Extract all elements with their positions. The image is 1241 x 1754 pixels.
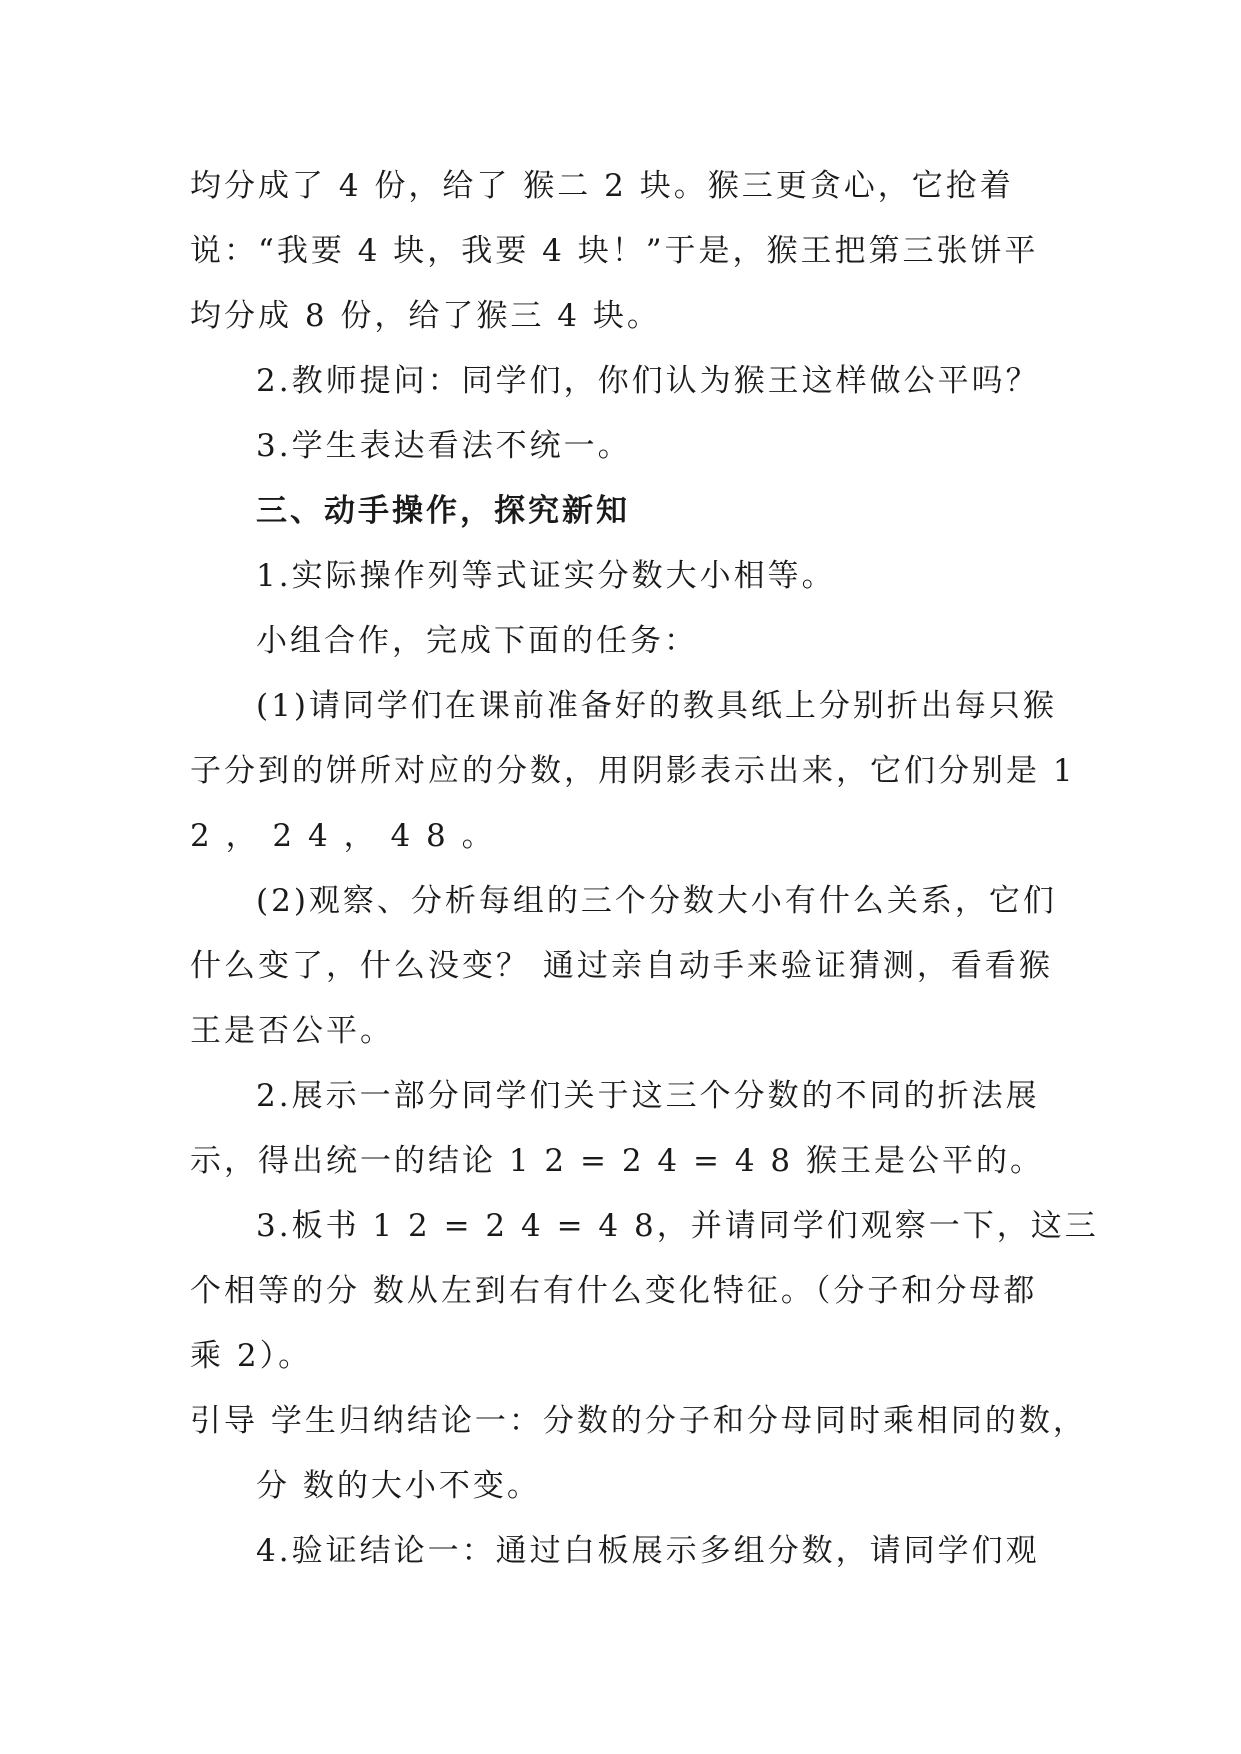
text-line-9: (1)请同学们在课前准备好的教具纸上分别折出每只猴: [256, 688, 1057, 724]
text-line-4: 2.教师提问：同学们，你们认为猴王这样做公平吗？: [256, 363, 1040, 399]
text-line-2: 说：“我要 4 块，我要 4 块！”于是，猴王把第三张饼平: [190, 233, 1039, 269]
section-heading: 三、动手操作，探究新知: [256, 493, 630, 529]
text-line-3: 均分成 8 份，给了猴三 4 块。: [190, 298, 661, 334]
text-line-12: (2)观察、分析每组的三个分数大小有什么关系，它们: [256, 883, 1057, 919]
text-line-19: 乘 2）。: [190, 1338, 313, 1374]
text-line-5: 3.学生表达看法不统一。: [256, 428, 632, 464]
text-line-11: 2 ， 2 4 ， 4 8 。: [190, 818, 496, 854]
text-line-14: 王是否公平。: [190, 1013, 394, 1049]
text-line-18: 个相等的分 数从左到右有什么变化特征。（分子和分母都: [190, 1273, 1038, 1309]
text-line-17: 3.板书 1 2 = 2 4 = 4 8，并请同学们观察一下，这三: [256, 1208, 1099, 1244]
text-line-15: 2.展示一部分同学们关于这三个分数的不同的折法展: [256, 1078, 1040, 1114]
text-line-10: 子分到的饼所对应的分数，用阴影表示出来，它们分别是 1: [190, 753, 1076, 789]
text-line-8: 小组合作，完成下面的任务：: [256, 623, 698, 659]
text-line-13: 什么变了，什么没变？ 通过亲自动手来验证猜测，看看猴: [190, 948, 1053, 984]
text-line-20: 引导 学生归纳结论一：分数的分子和分母同时乘相同的数，: [190, 1403, 1087, 1439]
text-line-7: 1.实际操作列等式证实分数大小相等。: [256, 558, 836, 594]
text-line-16: 示，得出统一的结论 1 2 = 2 4 = 4 8 猴王是公平的。: [190, 1143, 1044, 1179]
text-line-22: 4.验证结论一：通过白板展示多组分数，请同学们观: [256, 1533, 1040, 1569]
text-line-1: 均分成了 4 份，给了 猴二 2 块。猴三更贪心，它抢着: [190, 168, 1014, 204]
text-line-21: 分 数的大小不变。: [256, 1468, 541, 1504]
